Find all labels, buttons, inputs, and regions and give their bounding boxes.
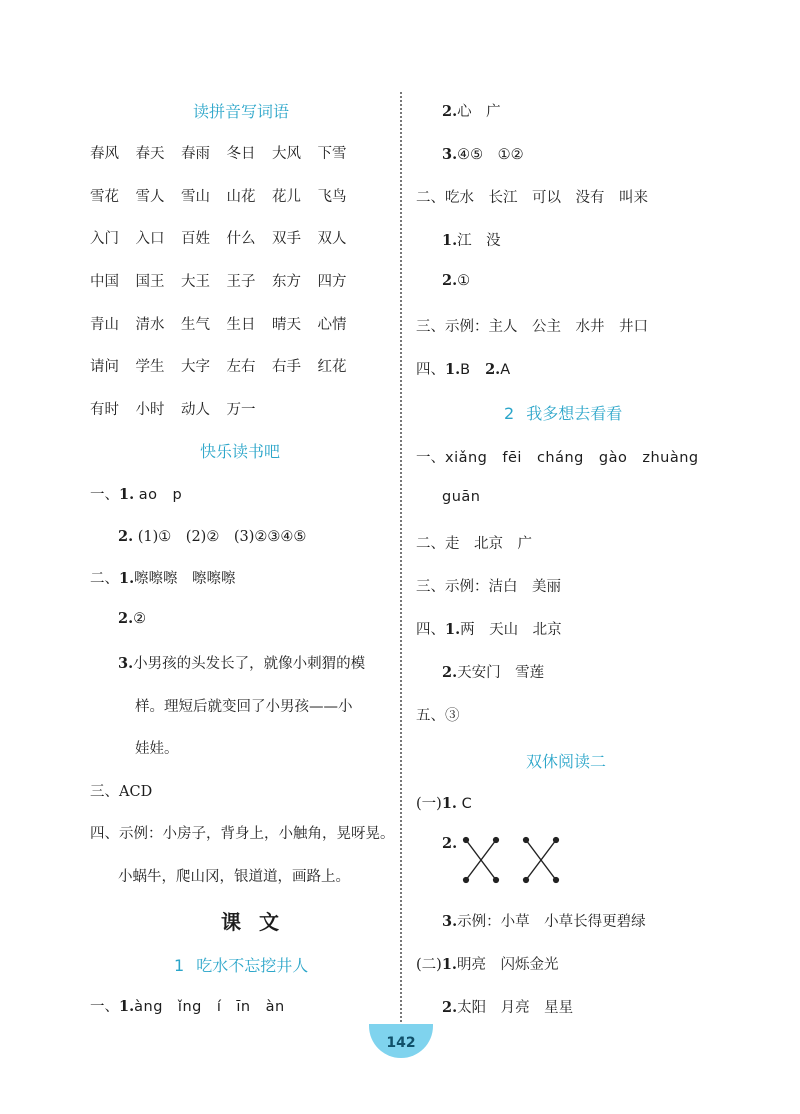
- answer-line: [90, 483, 182, 504]
- word: 双人: [317, 231, 347, 247]
- word-row: [90, 398, 272, 419]
- lesson-heading-2: [504, 401, 622, 424]
- item-number: 1.: [442, 232, 458, 249]
- word: 雪人: [135, 189, 165, 205]
- answer-line: [442, 661, 544, 682]
- item-number: 1.: [445, 621, 461, 638]
- item-number: 1.: [119, 998, 135, 1015]
- word: 东方: [272, 274, 301, 290]
- word: 双手: [272, 231, 301, 247]
- cross-match-figure: [460, 834, 580, 890]
- answer-line: [118, 525, 306, 546]
- answer-line: [442, 229, 501, 250]
- item-number: 1.: [441, 795, 457, 812]
- word: 左右: [226, 359, 256, 375]
- answer-line: [135, 737, 179, 758]
- answer-line: 二、走 北京 广: [416, 536, 532, 552]
- answer-text: 心 广: [457, 104, 501, 120]
- lesson-title: 我多想去看看: [526, 404, 623, 423]
- word: 青山: [90, 317, 119, 333]
- item-number: 2.: [442, 272, 458, 289]
- item-number: 2.: [442, 103, 458, 120]
- answer-line: [442, 996, 573, 1017]
- answer-line: 三、ACD: [90, 784, 153, 800]
- item-prefix: (二): [416, 957, 442, 973]
- word: 大风: [272, 146, 301, 162]
- column-divider: [400, 92, 402, 1022]
- answer-text: 示例：小草 小草长得更碧绿: [457, 914, 646, 930]
- word-row: [90, 313, 363, 334]
- lesson-heading-1: [174, 953, 308, 976]
- word: 生日: [226, 317, 256, 333]
- item-number: 2.: [442, 664, 458, 681]
- word: 山花: [226, 189, 256, 205]
- lesson-title: 吃水不忘挖井人: [196, 956, 309, 975]
- item-prefix: (一): [416, 796, 442, 812]
- word: 小时: [135, 402, 165, 418]
- answer-text: C: [461, 796, 473, 812]
- word: 请问: [90, 359, 119, 375]
- item-number: 2.: [118, 528, 134, 545]
- word: 冬日: [226, 146, 256, 162]
- answer-text: 江 没: [457, 233, 501, 249]
- lesson-number: 1: [174, 956, 185, 975]
- item-number: 2.: [442, 835, 458, 852]
- answer-line: [442, 143, 524, 164]
- answer-text: ao p: [138, 487, 183, 503]
- answer-line: [135, 695, 353, 716]
- word: 下雪: [317, 146, 347, 162]
- answer-line: [416, 446, 699, 467]
- word: 学生: [135, 359, 165, 375]
- word: 红花: [317, 359, 347, 375]
- word: 生气: [181, 317, 210, 333]
- answer-line: [442, 100, 501, 121]
- word: 百姓: [181, 231, 210, 247]
- word: 大字: [181, 359, 210, 375]
- word: 什么: [226, 231, 256, 247]
- answer-text: ①: [457, 273, 471, 289]
- answer-text: 嚓嚓嚓 嚓嚓嚓: [134, 571, 236, 587]
- item-number: 1.: [445, 361, 461, 378]
- item-number: 3.: [118, 655, 134, 672]
- word: 花儿: [272, 189, 301, 205]
- answer-line: 五、③: [416, 708, 460, 724]
- lesson-number: 2: [504, 404, 515, 423]
- word: 有时: [90, 402, 119, 418]
- word: 雪花: [90, 189, 119, 205]
- word: 国王: [135, 274, 165, 290]
- item-prefix: 一、: [90, 999, 119, 1015]
- answer-text: B: [460, 362, 471, 378]
- answer-text: (1)① (2)② (3)②③④⑤: [137, 529, 307, 545]
- answer-line: [416, 953, 558, 974]
- item-number: 2.: [118, 610, 134, 627]
- word: 雪山: [181, 189, 210, 205]
- word: 春天: [135, 146, 165, 162]
- answer-line: 二、吃水 长江 可以 没有 叫来: [416, 190, 648, 206]
- answer-text: 天安门 雪莲: [457, 665, 545, 681]
- answer-text: A: [500, 362, 511, 378]
- word-row: [90, 142, 363, 163]
- answer-line: [416, 618, 562, 639]
- word: 春风: [90, 146, 119, 162]
- answer-line: 小蜗牛，爬山冈，银道道，画路上。: [118, 869, 350, 885]
- answer-line: [90, 995, 285, 1016]
- section-heading-weekend: 双休阅读二: [526, 752, 607, 771]
- word: 晴天: [272, 317, 301, 333]
- word: 万一: [226, 402, 256, 418]
- answer-line: [118, 610, 146, 627]
- word: 心情: [317, 317, 347, 333]
- word-row: [90, 185, 363, 206]
- answer-text: ②: [133, 611, 147, 627]
- answer-text: 太阳 月亮 星星: [457, 1000, 574, 1016]
- answer-text: ④⑤ ①②: [457, 147, 524, 163]
- answer-text: àng ǐng í īn àn: [134, 999, 285, 1015]
- item-number: 3.: [442, 913, 458, 930]
- item-number: 3.: [442, 146, 458, 163]
- answer-line: [416, 792, 472, 813]
- item-prefix: 四、: [416, 622, 445, 638]
- answer-line: 四、示例：小房子，背身上，小触角，晃呀晃。: [90, 826, 395, 842]
- word: 大王: [181, 274, 210, 290]
- item-number: 2.: [485, 361, 501, 378]
- word: 动人: [181, 402, 210, 418]
- word: 王子: [226, 274, 256, 290]
- word: 四方: [317, 274, 347, 290]
- answer-line: guān: [442, 489, 481, 505]
- word: 右手: [272, 359, 301, 375]
- answer-text: 样。理短后就变回了小男孩——小: [135, 699, 353, 715]
- word: 飞鸟: [317, 189, 347, 205]
- cross-mark: [464, 838, 499, 883]
- word: 春雨: [181, 146, 210, 162]
- item-prefix: 四、: [416, 362, 445, 378]
- answer-text: xiǎng fēi cháng gào zhuàng: [445, 450, 699, 466]
- word: 清水: [135, 317, 165, 333]
- cross-mark: [524, 838, 559, 883]
- page-number-badge: [369, 1024, 433, 1064]
- item-number: 2.: [442, 999, 458, 1016]
- answer-line: [442, 835, 457, 852]
- answer-text: 娃娃。: [135, 741, 179, 757]
- word-row: [90, 227, 363, 248]
- answer-line: [90, 567, 236, 588]
- item-prefix: 一、: [416, 450, 445, 466]
- item-prefix: 二、: [90, 571, 119, 587]
- answer-text: 两 天山 北京: [460, 622, 562, 638]
- section-heading-pinyin: 读拼音写词语: [193, 102, 290, 121]
- item-number: 1.: [441, 956, 457, 973]
- word: 中国: [90, 274, 119, 290]
- answer-text: 明亮 闪烁金光: [456, 957, 559, 973]
- answer-line: [442, 910, 646, 931]
- answer-line: [416, 358, 511, 379]
- item-number: 1.: [119, 570, 135, 587]
- answer-line: 三、示例：主人 公主 水井 井口: [416, 319, 648, 335]
- answer-line: [442, 272, 470, 289]
- item-prefix: 一、: [90, 487, 119, 503]
- word-row: [90, 355, 363, 376]
- page-number: 142: [369, 1024, 433, 1058]
- answer-line: 三、示例：洁白 美丽: [416, 579, 561, 595]
- section-heading-reading: 快乐读书吧: [200, 442, 281, 461]
- answer-line: [118, 652, 365, 673]
- word: 入口: [135, 231, 165, 247]
- word: 入门: [90, 231, 119, 247]
- section-heading-texts: 课文: [221, 910, 297, 934]
- item-number: 1.: [119, 486, 135, 503]
- word-row: [90, 270, 363, 291]
- answer-text: 小男孩的头发长了，就像小刺猬的模: [133, 656, 366, 672]
